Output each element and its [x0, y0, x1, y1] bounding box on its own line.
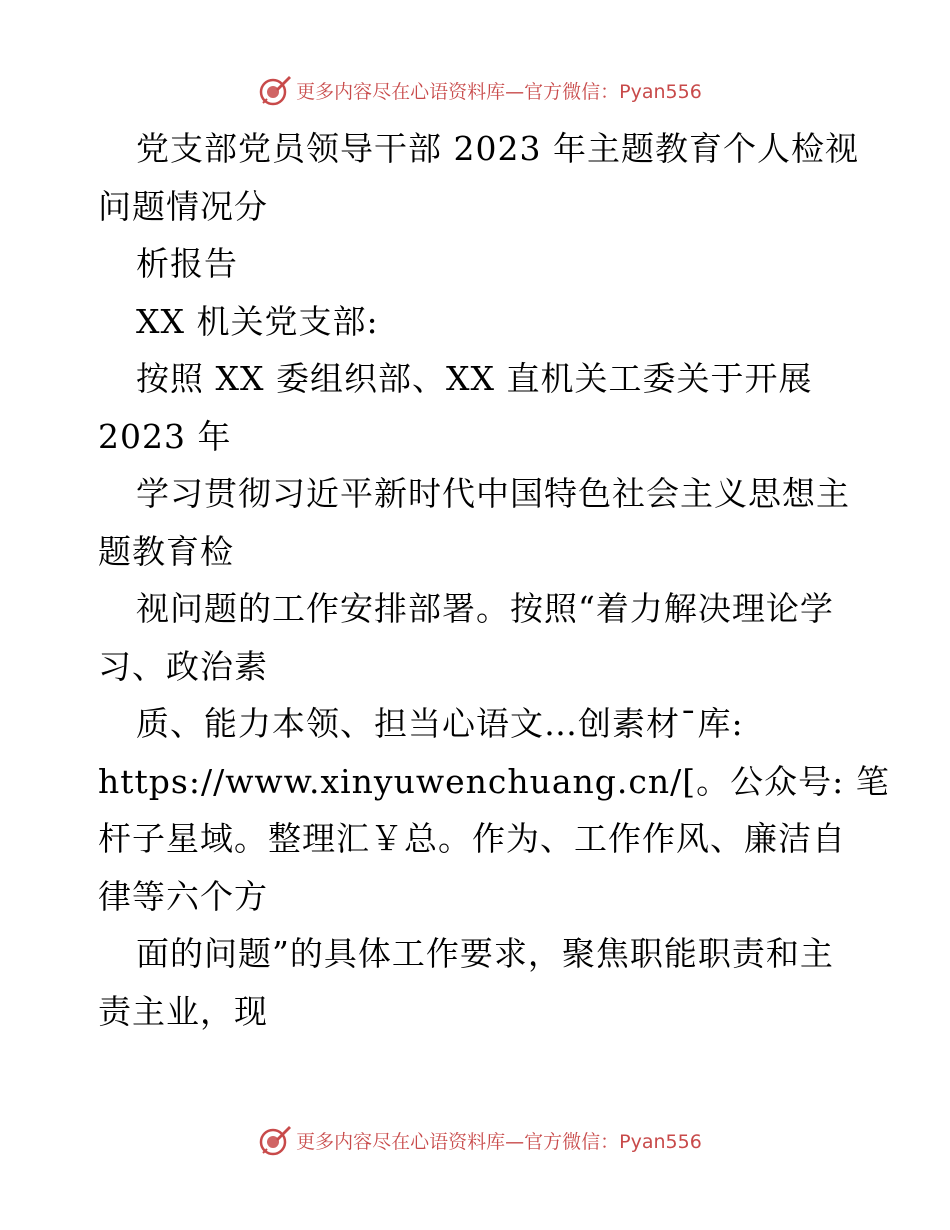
title-line-3: 析报告 [136, 244, 238, 283]
quill-pen-seal-icon [258, 73, 292, 107]
paragraph-line: 视问题的工作安排部署。按照“着力解决理论学 [136, 589, 834, 628]
paragraph-line: 责主业，现 [98, 991, 268, 1031]
paragraph-line: 杆子星域。整理汇￥总。作为、工作作风、廉洁自 [98, 819, 846, 858]
paragraph-line: 律等六个方 [98, 876, 268, 916]
addressee-line: XX 机关党支部: [136, 301, 379, 341]
header-watermark-banner [0, 70, 950, 110]
footer-watermark-banner [0, 1120, 950, 1160]
paragraph-line: 按照 XX 委组织部、XX 直机关工委关于开展 [136, 359, 813, 398]
title-line-1: 党支部党员领导干部 2023 年主题教育个人检视 [136, 129, 859, 168]
title-line-2: 问题情况分 [98, 186, 268, 226]
watermark-text: 更多内容尽在心语资料库—官方微信：Pyan556 [296, 1130, 702, 1153]
url-line: https://www.xinyuwenchuang.cn/[。公众号: 笔 [98, 761, 890, 801]
paragraph-line: 面的问题”的具体工作要求，聚焦职能职责和主 [136, 934, 834, 973]
paragraph-line: 题教育检 [98, 531, 234, 571]
watermark-text: 更多内容尽在心语资料库—官方微信：Pyan556 [296, 80, 702, 103]
paragraph-line: 习、政治素 [98, 646, 268, 686]
paragraph-line: 质、能力本领、担当心语文…创素材¯库: [136, 704, 744, 743]
paragraph-line: 2023 年 [98, 416, 232, 456]
quill-pen-seal-icon [258, 1123, 292, 1157]
document-body [98, 120, 890, 1040]
paragraph-line: 学习贯彻习近平新时代中国特色社会主义思想主 [136, 474, 850, 513]
